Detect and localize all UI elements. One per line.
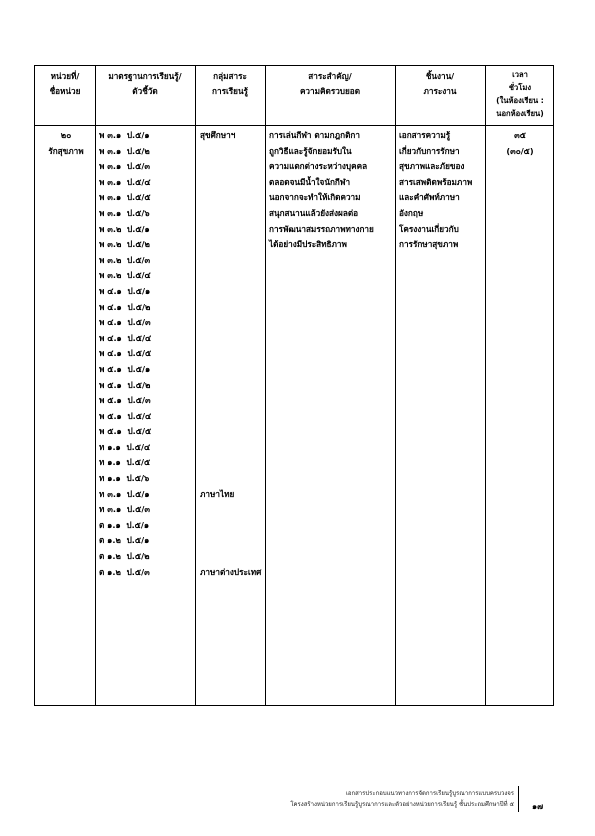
curriculum-table — [34, 65, 554, 706]
standard-item: พ ๓.๒ ป.๕/๒ — [99, 239, 150, 250]
standard-item: พ ๕.๑ ป.๕/๓ — [99, 395, 151, 406]
header-essence-line: สาระสำคัญ/ — [308, 71, 352, 81]
header-time-line: (ในห้องเรียน : — [496, 96, 544, 105]
header-standard-line: ตัวชี้วัด — [132, 86, 158, 96]
header-work — [395, 69, 485, 99]
standard-item: พ ๕.๑ ป.๕/๕ — [99, 426, 152, 437]
column-divider — [395, 66, 396, 705]
unit-name: รักสุขภาพ — [48, 145, 84, 156]
standard-item: พ ๔.๑ ป.๕/๓ — [99, 317, 151, 328]
standard-item: ต ๑.๒ ป.๕/๓ — [99, 566, 150, 577]
header-essence-line: ความคิดรวบยอด — [299, 86, 361, 96]
header-time-line: เวลา — [512, 70, 528, 79]
header-work-line: ภาระงาน — [423, 86, 457, 96]
standard-item: พ ๔.๑ ป.๕/๒ — [99, 301, 151, 312]
header-essence — [265, 69, 395, 99]
column-divider — [195, 66, 196, 705]
essence-line: ตลอดจนมีน้ำใจนักกีฬา — [269, 176, 351, 187]
essence-line: สนุกสนานแล้วยังส่งผลต่อ — [269, 207, 359, 218]
column-divider — [265, 66, 266, 705]
column-divider — [95, 66, 96, 705]
time-cell — [485, 128, 555, 159]
standard-item: ต ๑.๒ ป.๕/๑ — [99, 535, 150, 546]
standard-item: พ ๔.๑ ป.๕/๕ — [99, 348, 152, 359]
column-divider — [485, 66, 486, 705]
page-number: ๑๗ — [532, 802, 544, 811]
standards-list — [99, 128, 193, 580]
standard-item: พ ๓.๑ ป.๕/๓ — [99, 161, 150, 172]
essence-line: การพัฒนาสมรรถภาพทางกาย — [269, 223, 374, 234]
header-unit-line: ชื่อหน่วย — [49, 86, 81, 96]
standard-item: ต ๑.๒ ป.๕/๒ — [99, 551, 150, 562]
time-hours: ๓๕ — [514, 130, 526, 140]
standard-item: พ ๓.๑ ป.๕/๑ — [99, 130, 150, 140]
header-time — [485, 68, 555, 120]
footer-title: เอกสารประกอบแนวทางการจัดการเรียนรู้บูรณาการแบบครบวงจร — [345, 790, 514, 797]
standard-item: ท ๑.๑ ป.๕/๔ — [99, 441, 151, 452]
header-subject-line: กลุ่มสาระ — [213, 71, 247, 81]
header-unit — [35, 69, 95, 99]
subject-health: สุขศึกษาฯ — [200, 130, 236, 140]
standard-item: ต ๑.๑ ป.๕/๑ — [99, 519, 150, 530]
footer-subtitle: โครงสร้างหน่วยการเรียนรู้บูรณาการและตัวอย่างหน่วยการเรียนรู้ ชั้นประถมศึกษาปีที่ ๕ — [290, 801, 514, 808]
header-work-line: ชิ้นงาน/ — [425, 71, 455, 81]
header-divider — [35, 125, 553, 126]
standard-item: พ ๕.๑ ป.๕/๑ — [99, 363, 151, 374]
standard-item: ท ๑.๑ ป.๕/๖ — [99, 473, 150, 484]
header-standard — [95, 69, 195, 99]
header-time-line: นอกห้องเรียน) — [496, 109, 544, 118]
standard-item: พ ๓.๒ ป.๕/๓ — [99, 254, 151, 265]
essence-text — [269, 128, 393, 253]
subject-thai: ภาษาไทย — [200, 489, 235, 499]
essence-line: ถูกวิธีและรู้จักยอมรับใน — [269, 145, 352, 156]
standard-item: พ ๓.๒ ป.๕/๔ — [99, 270, 151, 281]
essence-line: การเล่นกีฬา ตามกฎกติกา — [269, 130, 360, 140]
work-line: เกี่ยวกับการรักษา — [399, 145, 460, 156]
footer — [290, 788, 514, 810]
standard-item: พ ๓.๑ ป.๕/๒ — [99, 145, 150, 156]
standard-item: พ ๓.๑ ป.๕/๖ — [99, 207, 150, 218]
work-text — [399, 128, 483, 253]
standard-item: ท ๓.๑ ป.๕/๓ — [99, 504, 150, 515]
header-unit-line: หน่วยที่/ — [50, 71, 80, 81]
header-subject-line: การเรียนรู้ — [212, 86, 248, 96]
standard-item: พ ๕.๑ ป.๕/๒ — [99, 379, 151, 390]
subject-foreign: ภาษาต่างประเทศ — [200, 567, 262, 577]
work-line: เอกสารความรู้ — [399, 130, 451, 140]
standard-item: ท ๑.๑ ป.๕/๕ — [99, 457, 151, 468]
header-time-line: ชั่วโมง — [508, 83, 532, 92]
header-subject — [195, 69, 265, 99]
standard-item: พ ๓.๑ ป.๕/๕ — [99, 192, 151, 203]
work-line: และคำศัพท์ภาษา — [399, 192, 460, 203]
standard-item: พ ๔.๑ ป.๕/๑ — [99, 285, 151, 296]
essence-line: ได้อย่างมีประสิทธิภาพ — [269, 239, 347, 250]
standard-item: พ ๓.๒ ป.๕/๑ — [99, 223, 150, 234]
unit-number: ๒๐ — [60, 130, 72, 140]
footer-separator — [518, 786, 519, 812]
work-line: อังกฤษ — [399, 207, 424, 218]
time-split: (๓๐/๕) — [506, 145, 534, 156]
standard-item: พ ๓.๑ ป.๕/๔ — [99, 176, 151, 187]
standard-item: ท ๓.๑ ป.๕/๑ — [99, 488, 150, 499]
essence-line: นอกจากจะทำให้เกิดความ — [269, 192, 361, 203]
standard-item: พ ๔.๑ ป.๕/๔ — [99, 332, 152, 343]
standard-item: พ ๕.๑ ป.๕/๔ — [99, 410, 152, 421]
work-line: การรักษาสุขภาพ — [399, 239, 459, 250]
header-standard-line: มาตรฐานการเรียนรู้/ — [108, 71, 182, 81]
work-line: สารเสพติดพร้อมภาพ — [399, 176, 473, 187]
unit-cell — [39, 128, 93, 159]
essence-line: ความแตกต่างระหว่างบุคคล — [269, 161, 368, 172]
work-line: โครงงานเกี่ยวกับ — [399, 223, 459, 234]
work-line: สุขภาพและภัยของ — [399, 161, 465, 172]
